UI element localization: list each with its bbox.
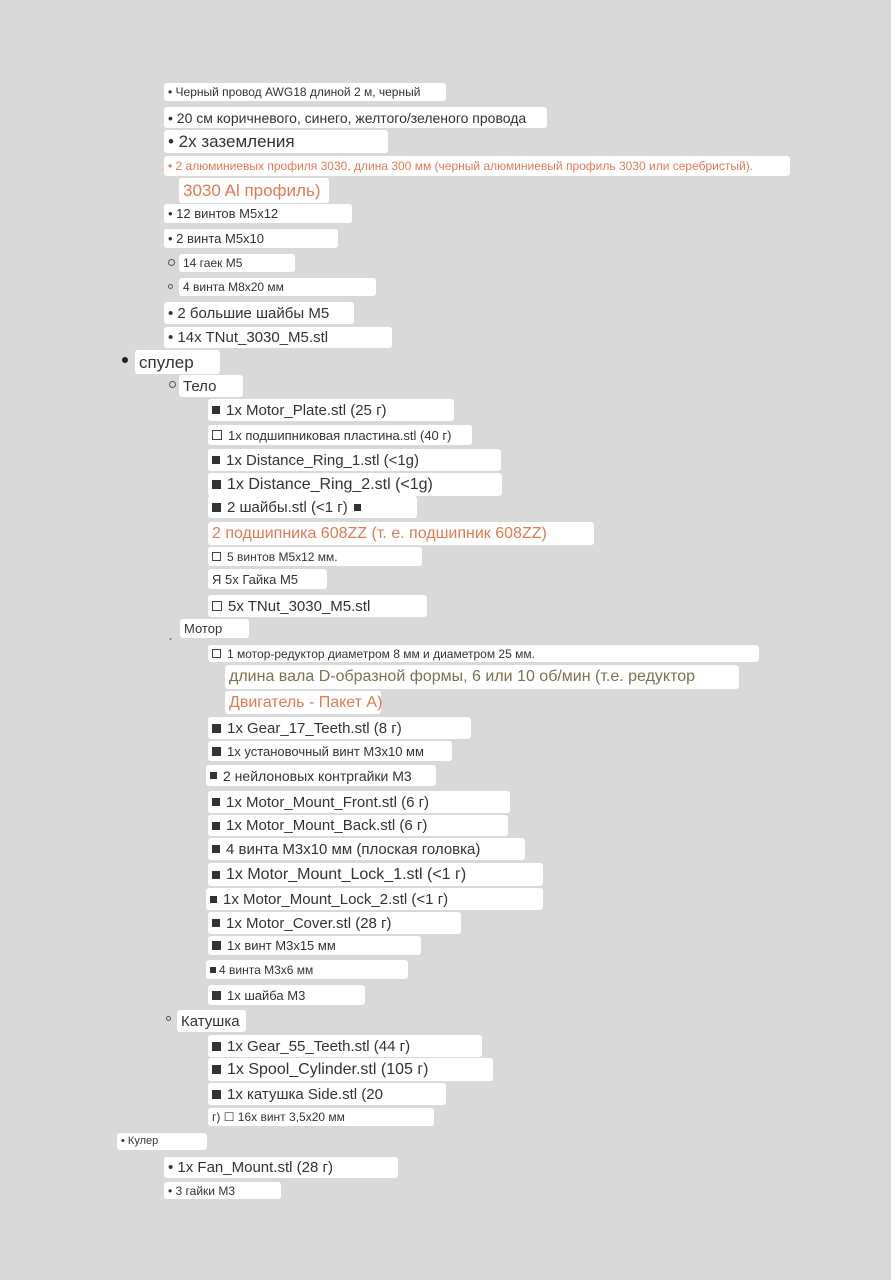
list-item: • 1x Fan_Mount.stl (28 г): [164, 1157, 398, 1178]
list-item-label: 2 нейлоновых контргайки М3: [223, 767, 412, 784]
bullet-square-icon: [210, 896, 217, 903]
list-item: • 12 винтов М5х12: [164, 204, 352, 223]
list-item: Я 5х Гайка М5: [208, 569, 327, 589]
bullet-square-icon: [210, 772, 217, 779]
list-item: [208, 496, 417, 518]
section-heading: спулер: [135, 350, 220, 374]
list-item: г) ☐ 16х винт 3,5х20 мм: [208, 1108, 434, 1126]
list-item: • 2 алюминиевых профиля 3030, длина 300 мм (черный алюминиевый профиль 3030 или серебристый).: [164, 156, 790, 176]
bullet-square-icon: [212, 1090, 221, 1099]
list-item: [208, 985, 365, 1005]
list-item: [208, 863, 543, 886]
bullet-square-icon: [354, 504, 361, 511]
checkbox-icon: [212, 601, 222, 611]
bullet-square-icon: [212, 845, 220, 853]
bullet-square-icon: [212, 1042, 221, 1051]
list-item: • 2х заземления: [164, 130, 388, 153]
list-item: [208, 595, 427, 617]
list-item: [208, 815, 508, 836]
bullet-square-icon: [212, 1065, 221, 1074]
list-item: [208, 1083, 446, 1105]
list-item: длина вала D-образной формы, 6 или 10 об/мин (т.е. редуктор: [225, 665, 739, 689]
bullet-square-icon: [212, 480, 221, 489]
list-item-label: 1x Motor_Mount_Front.stl (6 г): [226, 793, 430, 811]
list-item: 4 винта М8х20 мм: [179, 278, 376, 296]
bullet-circle-icon: [166, 1016, 171, 1021]
list-item: [208, 645, 759, 662]
list-item-label: 1х установочный винт М3х10 мм: [227, 743, 424, 759]
bullet-square-icon: [212, 822, 220, 830]
list-item-label: 1x Motor_Mount_Back.stl (6 г): [226, 817, 428, 834]
bullet-icon: [122, 357, 128, 363]
bullet-square-icon: [212, 798, 220, 806]
list-item-label: 1x Distance_Ring_2.stl (<1g): [227, 475, 433, 493]
list-item: [208, 399, 454, 421]
list-item-label: 2 шайбы.stl (<1 г): [227, 498, 348, 516]
list-item-label: 5 винтов М5х12 мм.: [227, 549, 338, 564]
section-heading: Катушка: [177, 1010, 246, 1032]
checkbox-icon: [212, 552, 221, 561]
list-item: [208, 449, 501, 471]
checkbox-icon: [212, 649, 221, 658]
list-item: [206, 960, 408, 979]
list-item: [208, 717, 471, 739]
list-item-label: 5x TNut_3030_M5.stl: [228, 597, 371, 615]
list-item-label: 1х подшипниковая пластина.stl (40 г): [228, 427, 452, 443]
list-item-label: 1x Gear_55_Teeth.stl (44 г): [227, 1037, 411, 1055]
bullet-square-icon: [212, 991, 221, 1000]
bullet-circle-icon: ˳: [169, 630, 172, 640]
bullet-circle-icon: [168, 259, 175, 266]
bullet-square-icon: [212, 724, 221, 733]
list-item: [208, 547, 422, 566]
list-item: [208, 1058, 493, 1081]
list-item-label: 1х шайба М3: [227, 987, 306, 1003]
bullet-square-icon: [212, 503, 221, 512]
list-item-label: 1x Motor_Plate.stl (25 г): [226, 401, 387, 419]
list-item: • 14x TNut_3030_M5.stl: [164, 327, 392, 348]
list-item: [208, 912, 461, 934]
list-item: [206, 765, 436, 786]
bullet-square-icon: [212, 406, 220, 414]
bullet-square-icon: [212, 456, 220, 464]
list-item: [208, 473, 502, 496]
list-item-label: 1x Gear_17_Teeth.stl (8 г): [227, 719, 402, 737]
list-item-label: 4 винта М3х10 мм (плоская головка): [226, 840, 481, 858]
list-item: [208, 936, 421, 955]
bullet-square-icon: [212, 941, 221, 950]
list-item: [208, 1035, 482, 1057]
checkbox-icon: [212, 430, 222, 440]
list-item: [206, 888, 543, 910]
list-item: 2 подшипника 608ZZ (т. е. подшипник 608ZZ): [208, 522, 594, 545]
section-heading: Мотор: [180, 619, 249, 638]
list-item: [208, 838, 525, 860]
list-item-label: 1 мотор-редуктор диаметром 8 мм и диаметром 25 мм.: [227, 646, 535, 661]
bullet-square-icon: [212, 747, 221, 756]
list-item-label: 1x Motor_Mount_Lock_2.stl (<1 г): [223, 890, 449, 908]
bullet-square-icon: [212, 871, 220, 879]
list-item: • Черный провод AWG18 длиной 2 м, черный: [164, 83, 446, 101]
list-item-label: 1х винт М3х15 мм: [227, 938, 336, 953]
bullet-circle-icon: [169, 381, 176, 388]
list-item: • 20 см коричневого, синего, желтого/зеленого провода: [164, 107, 547, 128]
bullet-square-icon: [212, 919, 220, 927]
bullet-circle-icon: [168, 284, 173, 289]
list-item: • 2 винта М5х10: [164, 229, 338, 248]
list-item: Двигатель - Пакет А): [225, 691, 381, 714]
section-heading: Тело: [179, 375, 243, 397]
list-item-label: 1х катушка Side.stl (20: [227, 1085, 383, 1103]
list-item-label: 1x Motor_Cover.stl (28 г): [226, 914, 392, 932]
list-item: 3030 Al профиль): [179, 178, 329, 203]
list-item: 14 гаек М5: [179, 254, 295, 272]
list-item: [208, 741, 452, 761]
bullet-square-icon: [210, 967, 216, 973]
list-item-label: 4 винта М3х6 мм: [219, 962, 314, 977]
list-item: [208, 425, 472, 445]
list-item: • 2 большие шайбы М5: [164, 302, 354, 324]
list-item-label: 1x Motor_Mount_Lock_1.stl (<1 г): [226, 865, 467, 883]
list-item-label: 1x Spool_Cylinder.stl (105 г): [227, 1060, 429, 1078]
list-item: [208, 791, 510, 813]
list-item: • 3 гайки М3: [164, 1182, 281, 1199]
section-heading: • Кулер: [117, 1133, 207, 1150]
list-item-label: 1x Distance_Ring_1.stl (<1g): [226, 451, 420, 469]
